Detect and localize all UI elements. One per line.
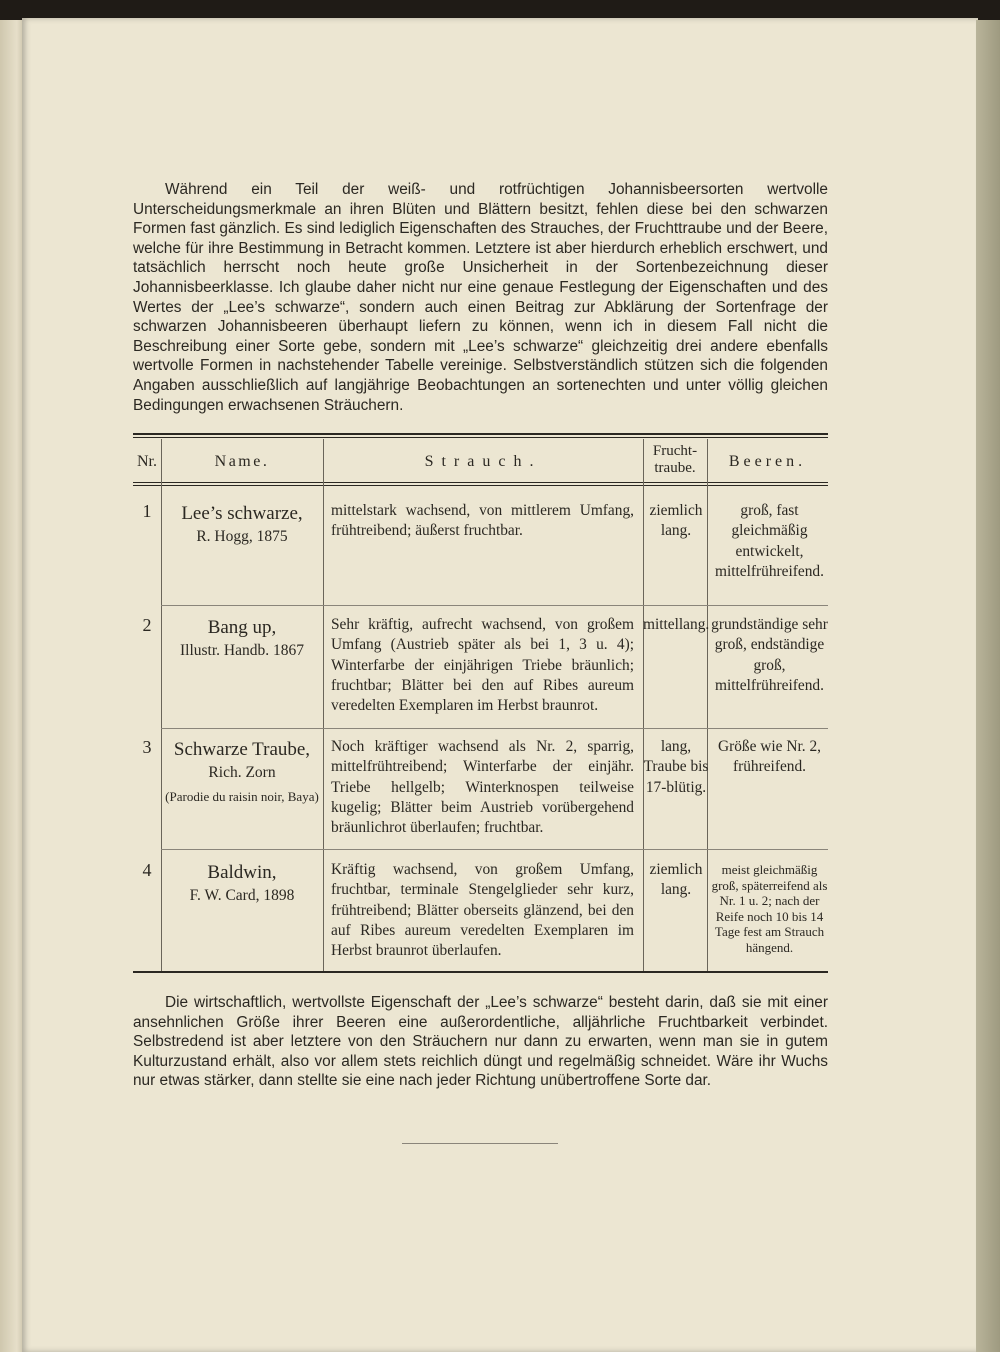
variety-name — [161, 738, 323, 804]
row-divider — [161, 728, 828, 729]
variety-author: Rich. Zorn — [208, 764, 276, 781]
strauch-text: mittelstark wachsend, von mittlerem Umfang, frühtreibend; äußerst fruchtbar. — [331, 502, 634, 540]
table-top-rule — [133, 433, 828, 435]
table-top-rule-thin — [133, 437, 828, 438]
frucht-text: ziemlich lang. — [649, 861, 703, 899]
variety-note: (Parodie du raisin noir, Baya) — [165, 789, 319, 804]
variety-title: Lee’s schwarze, — [181, 503, 303, 524]
frucht-text: ziemlich lang. — [649, 502, 703, 540]
right-page-edge — [976, 20, 1000, 1352]
row-number: 3 — [142, 737, 152, 757]
row-divider — [161, 605, 828, 606]
header-bottom-rule — [133, 482, 828, 483]
variety-author: Illustr. Handb. 1867 — [180, 642, 304, 659]
row-number: 4 — [142, 860, 152, 880]
strauch-text: Noch kräftiger wachsend als Nr. 2, sparrig, mittelfrühtreibend; Winterfarbe der einjähr. Triebe hellgelb; Winterknospen teilweise kugelig; Blätter beim Austrieb vorübergehend bräunlichrot überlaufen; fruchtbar. — [331, 738, 634, 837]
variety-name — [161, 861, 323, 906]
strauch-text: Sehr kräftig, aufrecht wachsend, von großem Umfang (Austrieb später als bei 1, 3 u. 4); Winterfarbe der einjährigen Triebe bräunlich; fruchtbar; Blätter bei den auf Ribes aureum veredelten Exemplaren im Herbst braunrot. — [331, 616, 634, 715]
row-number: 2 — [142, 615, 152, 635]
frucht-text: lang, Traube bis 17-blütig. — [643, 738, 709, 796]
beeren-text: Größe wie Nr. 2, frühreifend. — [717, 738, 821, 776]
varieties-table — [133, 433, 828, 973]
section-divider — [402, 1143, 558, 1144]
header-nr: Nr. — [137, 453, 157, 470]
table-bottom-rule — [133, 971, 828, 973]
closing-paragraph: Die wirtschaftlich, wertvollste Eigenschaft der „Lee’s schwarze“ besteht darin, daß sie mit einer ansehnlichen Größe ihrer Beeren eine außerordentliche, alljährliche Fruchtbarkeit verbindet. Selbstredend ist aber letztere von den Sträuchern nur dann zu erwarten, wenn man sie in gutem Kulturzustand erhält, also vor allem stets reichlich düngt und regelmäßig schneidet. Wäre ihr Wuchs nur etwas stärker, dann stellte sie eine nach jeder Richtung unübertroffene Sorte dar. — [133, 994, 828, 1090]
variety-author: F. W. Card, 1898 — [189, 887, 295, 904]
variety-title: Schwarze Traube, — [173, 739, 311, 760]
variety-title: Bang up, — [207, 617, 277, 638]
header-bottom-rule-thin — [133, 485, 828, 486]
header-strauch: Strauch. — [424, 453, 542, 470]
frucht-text: mittellang. — [643, 616, 710, 633]
row-number: 1 — [142, 501, 152, 521]
header-beeren: Beeren. — [728, 453, 807, 470]
beeren-text: meist gleichmäßig groß, späterreifend als Nr. 1 u. 2; nach der Reife noch 10 bis 14 Tage fest am Strauch hängend. — [711, 862, 828, 955]
intro-paragraph: Während ein Teil der weiß- und rotfrüchtigen Johannisbeersorten wertvolle Unterscheidungsmerkmale an ihren Blüten und Blättern besitzt, fehlen diese bei den schwarzen Formen fast gänzlich. Es sind lediglich Eigenschaften des Strauches, der Fruchttraube und der Beere, welche für ihre Bestimmung in Betracht kommen. Letztere ist aber hierdurch erheblich erschwert, und tatsächlich herrscht noch heute große Unsicherheit in der Sortenbezeichnung dieser Johannisbeerklasse. Ich glaube daher nicht nur eine genaue Festlegung der Eigenschaften und des Wertes der „Lee’s schwarze“, sondern auch einen Beitrag zur Abklärung der Sortenfrage der schwarzen Johannisbeeren überhaupt liefern zu können, wenn ich in diesem Fall nicht die Beschreibung einer Sorte gebe, sondern mit „Lee’s schwarze“ gleichzeitig drei andere ebenfalls wertvolle Formen in nachstehender Tabelle vereinige. Selbstverständlich stützen sich die folgenden Angaben ausschließlich auf langjährige Beobachtungen an sortenechten und unter völlig gleichen Bedingungen erwachsenen Sträuchern. — [133, 181, 828, 414]
header-frucht: Frucht-traube. — [652, 443, 698, 476]
variety-title: Baldwin, — [207, 862, 277, 883]
variety-author: R. Hogg, 1875 — [196, 528, 288, 545]
variety-name — [161, 616, 323, 661]
variety-name — [161, 502, 323, 547]
beeren-text: groß, fast gleichmäßig entwickelt, mittelfrühreifend. — [715, 502, 824, 580]
header-name: Name. — [214, 453, 270, 470]
column-divider — [323, 439, 324, 971]
beeren-text: grundständige sehr groß, endständige groß, mittelfrühreifend. — [711, 616, 828, 694]
row-divider — [161, 849, 828, 850]
strauch-text: Kräftig wachsend, von großem Umfang, fruchtbar, terminale Stengelglieder sehr kurz, frühtreibend; Blätter oberseits glänzend, bei den auf Ribes aureum veredelten Exemplaren im Herbst braunrot überlaufen. — [331, 861, 634, 960]
